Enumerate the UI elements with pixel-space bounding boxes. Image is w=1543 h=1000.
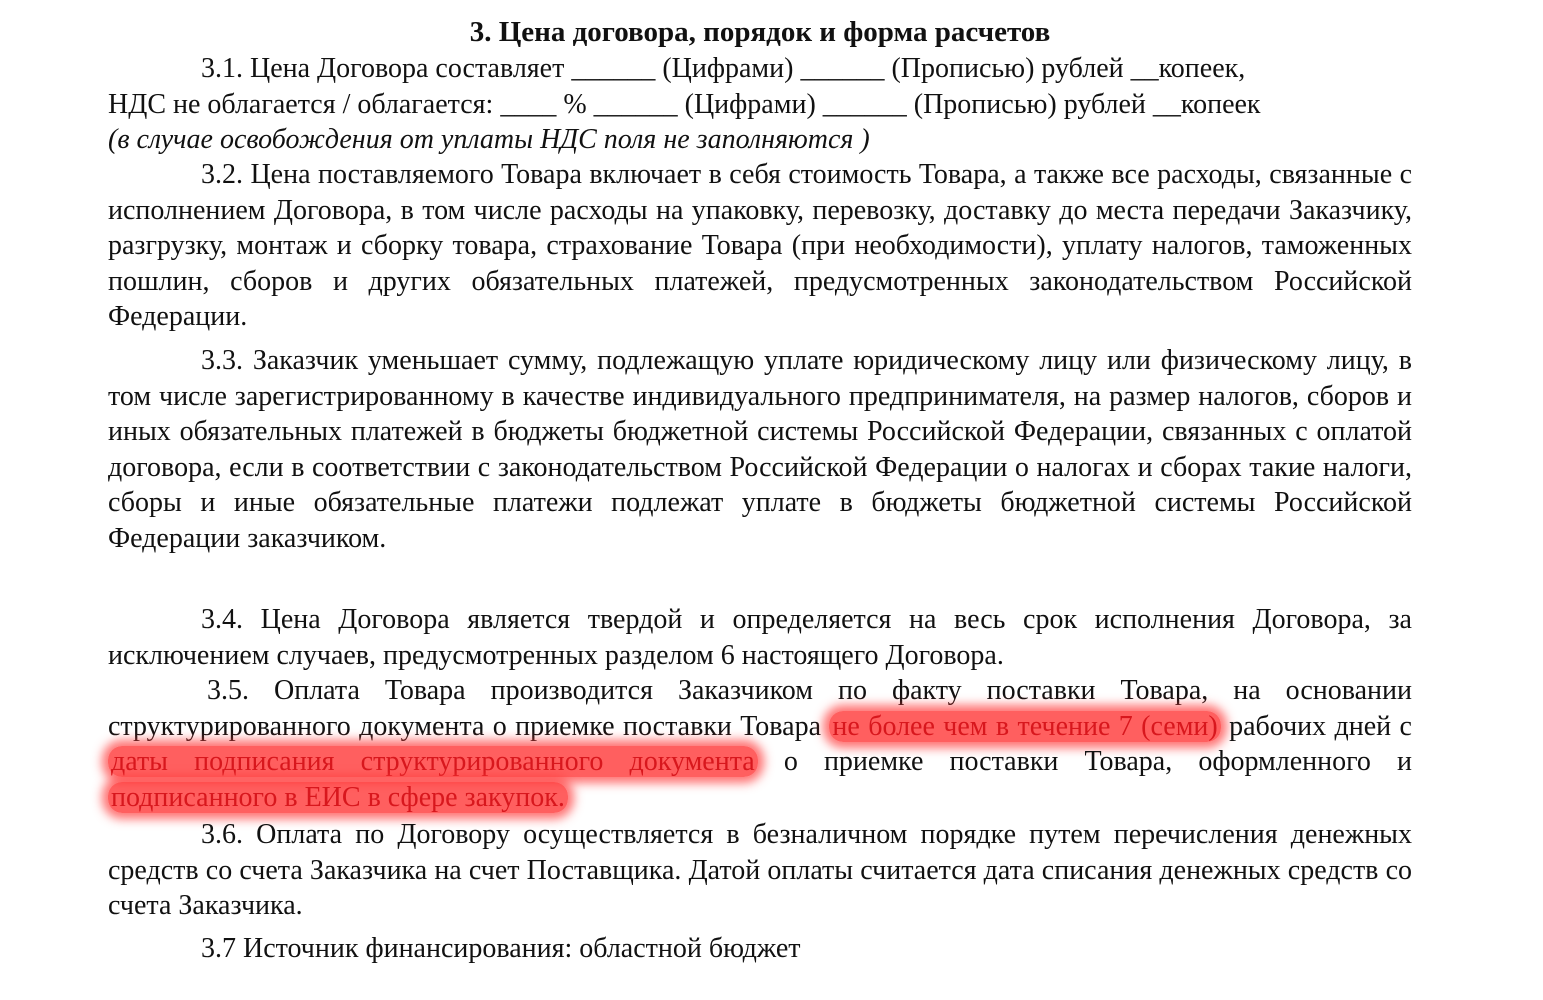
- clause-3-2: 3.2. Цена поставляемого Товара включает в себя стоимость Товара, а также все расходы, связанные с исполнением Договора, в том числе расходы на упаковку, перевозку, доставку до места передачи Заказчику, разгрузку, монтаж и сборку товара, страхование Товара (при необходимости), уплату налогов, таможенных пошлин, сборов и других обязательных платежей, предусмотренных законодательством Российской Федерации.: [108, 159, 1412, 332]
- clause-3-1: [108, 51, 1412, 158]
- eis-signing-highlight: подписанного в ЕИС в сфере закупок.: [108, 782, 568, 813]
- clause-3-1-line-1: 3.1. Цена Договора составляет ______ (Цифрами) ______ (Прописью) рублей __копеек,: [201, 53, 1246, 84]
- clause-3-7: 3.7 Источник финансирования: областной бюджет: [201, 933, 801, 964]
- clause-3-5-text-1: 3.5. Оплата Товара производится Заказчиком по факту поставки Товара, на основании структурированного документа о приемке поставки Товара: [108, 675, 1412, 742]
- clause-3-4: 3.4. Цена Договора является твердой и определяется на весь срок исполнения Договора, за исключением случаев, предусмотренных разделом 6 настоящего Договора.: [108, 604, 1412, 671]
- clause-3-5-text-2: рабочих дней с: [1220, 710, 1412, 742]
- clause-3-3: 3.3. Заказчик уменьшает сумму, подлежащую уплате юридическому лицу или физическому лицу, в том числе зарегистрированному в качестве индивидуального предпринимателя, на размер налогов, сборов и иных обязательных платежей в бюджеты бюджетной системы Российской Федерации, связанных с оплатой договора, если в соответствии с законодательством Российской Федерации о налогах и сборах такие налоги, сборы и иные обязательные платежи подлежат уплате в бюджеты бюджетной системы Российской Федерации заказчиком.: [108, 345, 1412, 554]
- clause-3-1-note: (в случае освобождения от уплаты НДС поля не заполняются ): [108, 124, 870, 155]
- signing-date-highlight: даты подписания структурированного документа: [108, 746, 758, 777]
- clause-3-5: [108, 673, 1412, 815]
- clause-3-6: 3.6. Оплата по Договору осуществляется в безналичном порядке путем перечисления денежных средств со счета Заказчика на счет Поставщика. Датой оплаты считается дата списания денежных средств со счета Заказчика.: [108, 819, 1412, 921]
- clause-3-1-line-2: НДС не облагается / облагается: ____ % ______ (Цифрами) ______ (Прописью) рублей __копеек: [108, 88, 1261, 120]
- section-title: 3. Цена договора, порядок и форма расчетов: [469, 16, 1051, 48]
- payment-deadline-highlight: не более чем в течение 7 (семи): [829, 711, 1220, 742]
- clause-3-5-text-3: о приемке поставки Товара, оформленного и: [757, 746, 1413, 777]
